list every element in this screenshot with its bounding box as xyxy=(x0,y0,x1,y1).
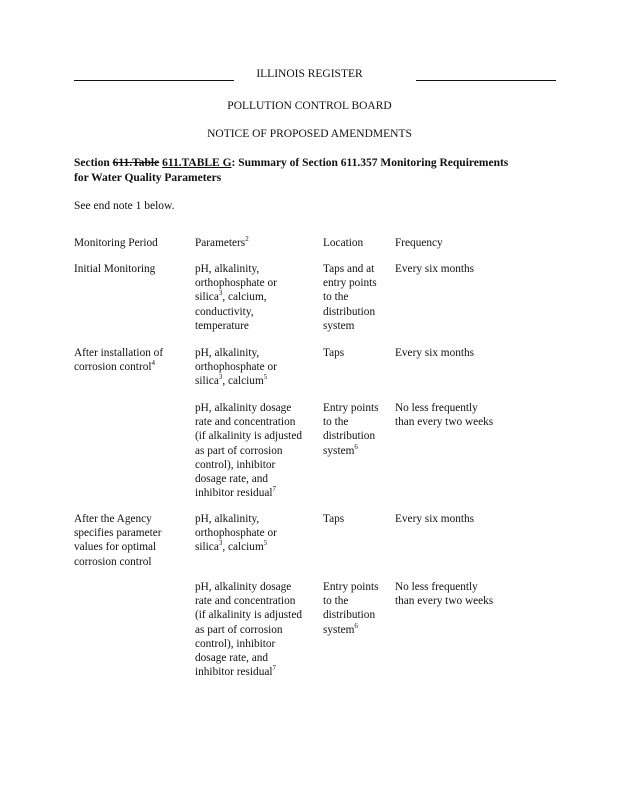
cell-line: conductivity, xyxy=(195,305,254,318)
cell-line: corrosion control$^4$ xyxy=(74,359,155,374)
section-title: Section 611.Table 611.TABLE G: Summary of Section 611.357 Monitoring Requirements for Water Quality Parameters xyxy=(74,157,509,184)
board-title: POLLUTION CONTROL BOARD xyxy=(227,100,392,112)
cell-parameters xyxy=(195,346,313,389)
cell-line: system$^6$ xyxy=(323,621,358,636)
cell-line: to the xyxy=(323,416,349,429)
cell-line: pH, alkalinity dosage xyxy=(195,402,292,414)
cell-frequency xyxy=(395,401,530,429)
struck-text: 611. xyxy=(112,157,133,169)
cell-line: orthophosphate or xyxy=(195,527,277,540)
cell-period xyxy=(74,346,192,374)
cell-line: pH, alkalinity, xyxy=(195,347,260,359)
cell-line: inhibitor residual$^7$ xyxy=(195,664,276,679)
cell-line: distribution xyxy=(323,609,376,622)
cell-line: Taps xyxy=(323,513,345,525)
section-title-line2: for Water Quality Parameters xyxy=(74,172,222,184)
cell-line: distribution xyxy=(323,305,376,318)
header-rule-right xyxy=(416,80,556,81)
cell-frequency xyxy=(395,262,530,276)
cell-line: After installation of xyxy=(74,347,164,359)
struck-table-word: Table xyxy=(132,157,160,169)
cell-parameters xyxy=(195,580,313,679)
cell-line: rate and concentration xyxy=(195,595,296,608)
cell-line: silica$^3$, calcium$^5$ xyxy=(195,539,268,554)
cell-line: Entry points xyxy=(323,402,379,414)
header-frequency: Frequency xyxy=(395,237,443,249)
cell-line: system$^6$ xyxy=(323,442,358,457)
cell-line: control), inhibitor xyxy=(195,637,276,650)
cell-line: as part of corrosion xyxy=(195,623,283,636)
cell-line: temperature xyxy=(195,319,249,332)
header-location: Location xyxy=(323,237,364,249)
cell-parameters xyxy=(195,262,313,333)
cell-line: to the xyxy=(323,291,349,304)
cell-line: Initial Monitoring xyxy=(74,263,156,275)
cell-parameters xyxy=(195,512,313,555)
cell-line: pH, alkalinity dosage xyxy=(195,581,292,593)
cell-line: Every six months xyxy=(395,347,475,359)
cell-line: than every two weeks xyxy=(395,595,494,608)
cell-frequency xyxy=(395,580,530,608)
cell-line: orthophosphate or xyxy=(195,361,277,374)
cell-location xyxy=(323,401,389,458)
cell-frequency xyxy=(395,346,530,360)
cell-line: than every two weeks xyxy=(395,416,494,429)
cell-location xyxy=(323,262,389,333)
cell-line: corrosion control xyxy=(74,555,152,568)
cell-line: No less frequently xyxy=(395,402,478,414)
cell-line: Taps and at xyxy=(323,263,375,275)
header-period: Monitoring Period xyxy=(74,237,158,249)
cell-line: Every six months xyxy=(395,513,475,525)
end-note: See end note 1 below. xyxy=(74,200,175,212)
cell-location xyxy=(323,346,389,360)
cell-line: as part of corrosion xyxy=(195,444,283,457)
cell-line: Taps xyxy=(323,347,345,359)
cell-line: specifies parameter xyxy=(74,527,162,540)
cell-line: inhibitor residual$^7$ xyxy=(195,485,276,500)
cell-line: values for optimal xyxy=(74,541,157,554)
cell-line: pH, alkalinity, xyxy=(195,263,260,275)
cell-line: entry points xyxy=(323,277,377,290)
cell-line: Every six months xyxy=(395,263,475,275)
cell-line: system xyxy=(323,319,355,332)
cell-parameters xyxy=(195,401,313,500)
cell-line: orthophosphate or xyxy=(195,277,277,290)
cell-line: distribution xyxy=(323,430,376,443)
cell-period xyxy=(74,262,192,276)
cell-line: dosage rate, and xyxy=(195,652,269,665)
cell-location xyxy=(323,580,389,637)
header-rule-left xyxy=(74,80,234,81)
cell-line: (if alkalinity is adjusted xyxy=(195,609,302,622)
cell-line: pH, alkalinity, xyxy=(195,513,260,525)
cell-period xyxy=(74,512,192,569)
cell-line: After the Agency xyxy=(74,513,152,525)
cell-location xyxy=(323,512,389,526)
cell-line: dosage rate, and xyxy=(195,473,269,486)
inserted-text: 611.TABLE G xyxy=(162,157,232,169)
cell-line: (if alkalinity is adjusted xyxy=(195,430,302,443)
cell-line: silica$^3$, calcium, xyxy=(195,289,267,304)
cell-line: Entry points xyxy=(323,581,379,593)
cell-line: control), inhibitor xyxy=(195,458,276,471)
cell-line: to the xyxy=(323,595,349,608)
cell-frequency xyxy=(395,512,530,526)
notice-title: NOTICE OF PROPOSED AMENDMENTS xyxy=(207,128,412,140)
cell-line: No less frequently xyxy=(395,581,478,593)
cell-line: silica$^3$, calcium$^5$ xyxy=(195,373,268,388)
header-parameters: Parameters$^2$ xyxy=(195,235,249,249)
register-title: ILLINOIS REGISTER xyxy=(256,68,363,80)
cell-line: rate and concentration xyxy=(195,416,296,429)
